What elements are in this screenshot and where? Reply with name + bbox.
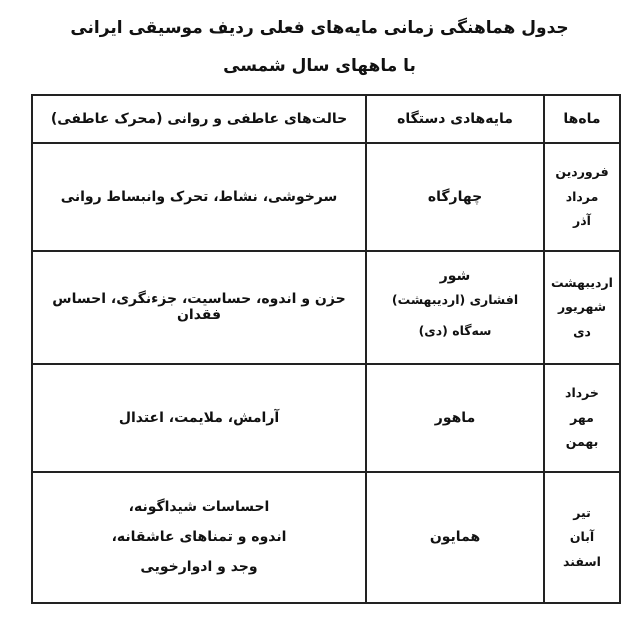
month-label: شهریور bbox=[557, 299, 607, 315]
mode-name: چهارگاه bbox=[427, 188, 483, 205]
mode-name: ماهور bbox=[434, 410, 476, 427]
mode-sub-label: سه‌گاه (دی) bbox=[418, 323, 492, 339]
emotion-cell bbox=[32, 143, 366, 251]
month-label: بهمن bbox=[565, 434, 599, 450]
emotion-text: حزن و اندوه، حساسیت، جزءنگری، احساس فقدان bbox=[52, 291, 346, 324]
mode-name: شور bbox=[439, 268, 471, 285]
mode-cell bbox=[366, 251, 544, 365]
mode-cell bbox=[366, 143, 544, 251]
table-row bbox=[32, 364, 620, 472]
emotion-text: وجد و ادوارخویی bbox=[140, 559, 258, 576]
header-emotion: حالت‌های عاطفی و روانی (محرک عاطفی) bbox=[32, 95, 366, 143]
month-label: اسفند bbox=[563, 553, 601, 569]
months-cell bbox=[544, 143, 620, 251]
mode-cell bbox=[366, 472, 544, 603]
emotion-text: آرامش، ملایمت، اعتدال bbox=[118, 410, 280, 427]
header-months: ماه‌ها bbox=[544, 95, 620, 143]
emotion-cell bbox=[32, 364, 366, 472]
table-row bbox=[32, 251, 620, 365]
table-subtitle: با ماههای سال شمسی bbox=[223, 56, 416, 76]
header-mode: مایه‌هادی دستگاه bbox=[366, 95, 544, 143]
month-label: خرداد bbox=[565, 385, 599, 401]
month-label: فروردین bbox=[555, 164, 609, 179]
months-cell bbox=[544, 472, 620, 603]
header-row bbox=[32, 95, 620, 143]
months-cell bbox=[544, 364, 620, 472]
table-title: جدول هماهنگی زمانی مایه‌های فعلی ردیف موسیقی ایرانی bbox=[70, 18, 569, 38]
month-label: مهر bbox=[570, 409, 594, 425]
month-label: آذر bbox=[573, 213, 591, 228]
emotion-text: اندوه و تمناهای عاشقانه، bbox=[111, 529, 287, 546]
harmony-table bbox=[31, 94, 621, 604]
table-row bbox=[32, 472, 620, 603]
month-label: تیر bbox=[573, 504, 591, 520]
month-label: مرداد bbox=[565, 188, 599, 204]
mode-name: همایون bbox=[429, 529, 481, 546]
mode-cell bbox=[366, 364, 544, 472]
mode-sub-label: افشاری (اردیبهشت) bbox=[391, 292, 519, 308]
month-label: اردیبهشت bbox=[551, 274, 613, 290]
month-label: آبان bbox=[569, 529, 595, 545]
month-label: دی bbox=[573, 323, 591, 339]
table-row bbox=[32, 143, 620, 251]
emotion-cell bbox=[32, 251, 366, 365]
emotion-cell bbox=[32, 472, 366, 603]
emotion-text: سرخوشی، نشاط، تحرک وانبساط روانی bbox=[60, 188, 338, 205]
emotion-text: احساسات شیداگونه، bbox=[128, 499, 270, 516]
months-cell bbox=[544, 251, 620, 365]
